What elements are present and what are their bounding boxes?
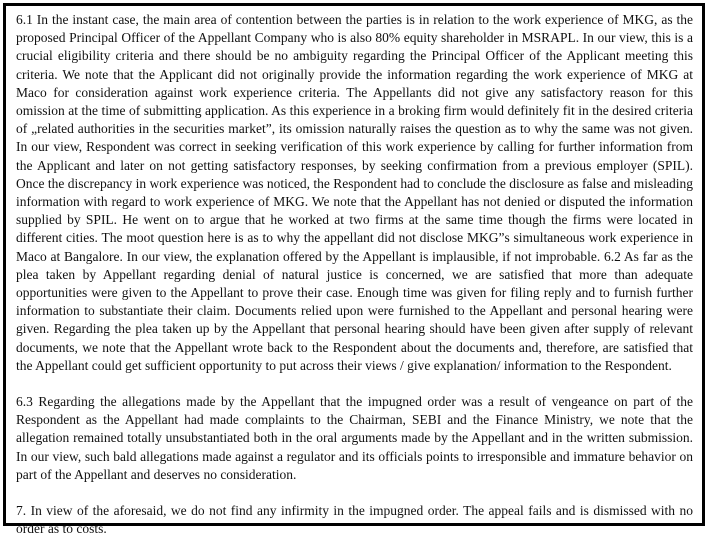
document-body [16,11,693,538]
paragraph-7: 7. In view of the aforesaid, we do not find any infirmity in the impugned order. The appeal fails and is dismissed with no order as to costs. [16,503,693,537]
document-frame [3,3,705,537]
paragraph-6-3: 6.3 Regarding the allegations made by the Appellant that the impugned order was a result of vengeance on part of the Respondent as the Appellant had made complaints to the Chairman, SEBI and the Finance Ministry, we note that the allegation remained totally unsubstantiated both in the oral arguments made by the Appellant and in the written submission. In our view, such bald allegations made against a regulator and its officials points to irresponsible and immature behavior on part of the Appellant and deserves no consideration. [16,394,693,482]
paragraph-6-1-6-2: 6.1 In the instant case, the main area of contention between the parties is in relation to the work experience of MKG, as the proposed Principal Officer of the Appellant Company who is also 80% equity shareholder in MSRAPL. In our view, this is a crucial eligibility criteria and there should be no ambiguity regarding the Principal Officer of the Applicant meeting this criteria. We note that the Applicant did not originally provide the information regarding the work experience of MKG at Maco for consideration against work experience criteria. The Appellants did not give any satisfactory reason for this omission at the time of submitting application. As this experience in a broking firm would definitely fit in the desired criteria of „related authorities in the securities market”, its omission naturally raises the question as to why the same was not given. In our view, Respondent was correct in seeking verification of this work experience by calling for further information from the Applicant and later on not getting satisfactory responses, by seeking confirmation from a previous employer (SPIL). Once the discrepancy in work experience was noticed, the Respondent had to conclude the disclosure as false and misleading information with regard to work experience of MKG. We note that the Appellant has not denied or disputed the information supplied by SPIL. He went on to argue that he worked at two firms at the same time though the firms were located in different cities. The moot question here is as to why the appellant did not disclose MKG”s simultaneous work experience in Maco at Bangalore. In our view, the explanation offered by the Appellant is implausible, if not improbable. 6.2 As far as the plea taken by Appellant regarding denial of natural justice is concerned, we are satisfied that more than adequate opportunities were given to the Appellant to prove their case. Enough time was given for filing reply and to furnish further information to substantiate their claim. Documents relied upon were furnished to the Appellant and personal hearing were given. Regarding the plea taken up by the Appellant that personal hearing should have been given after supply of relevant documents, we note that the Appellant wrote back to the Respondent about the documents and, therefore, are satisfied that the Appellant could get sufficient opportunity to put across their views / give explanation/ information to the Respondent. [16,12,693,373]
